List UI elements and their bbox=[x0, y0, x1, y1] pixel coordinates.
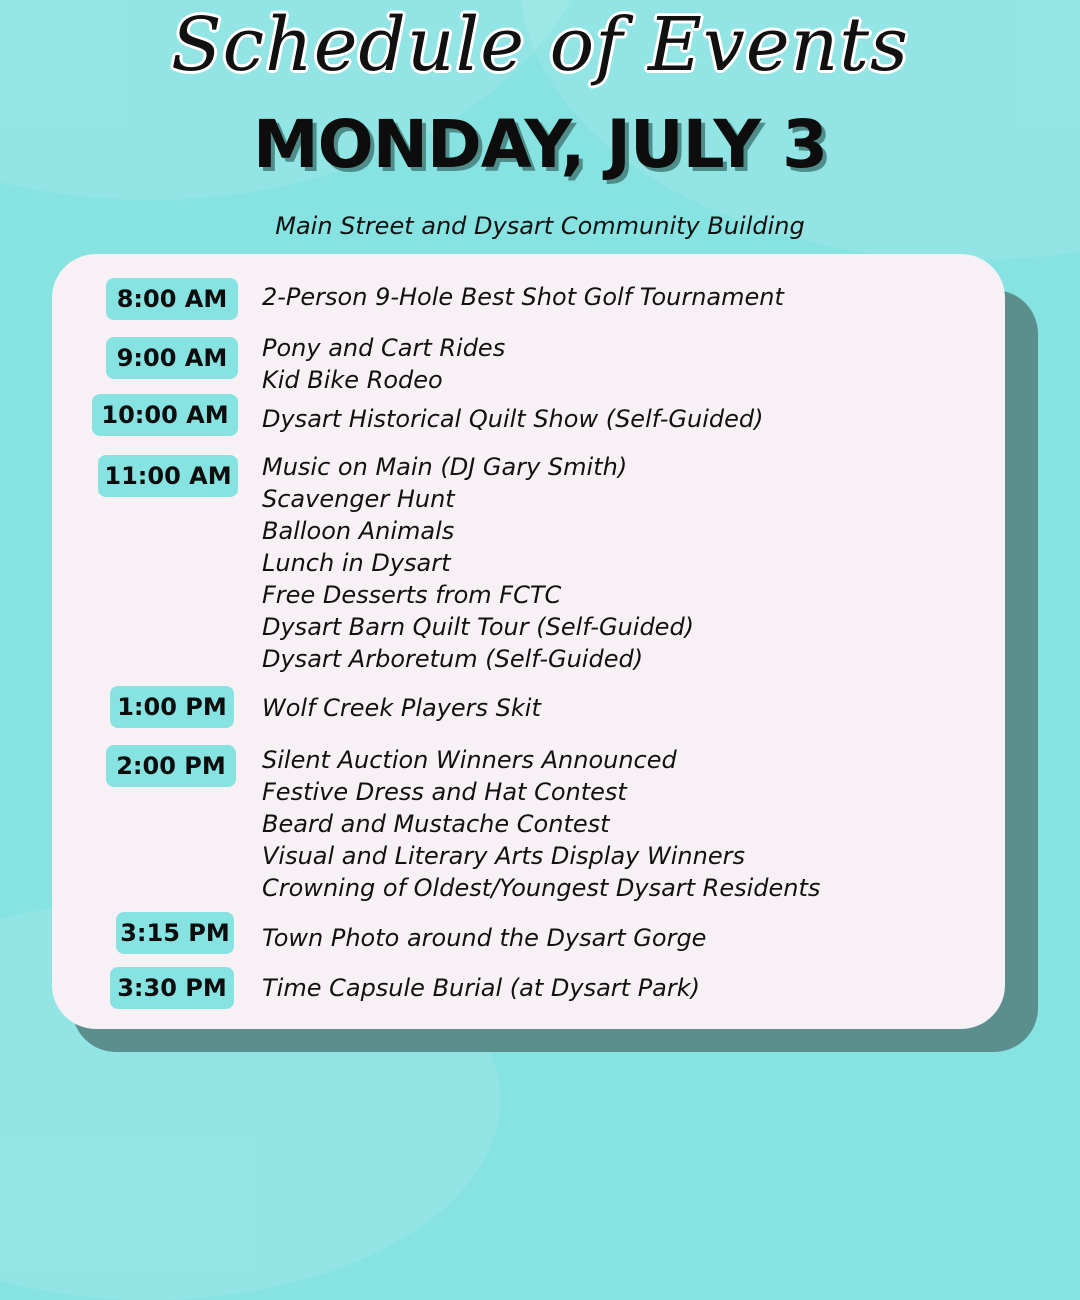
event-item: Lunch in Dysart bbox=[262, 549, 451, 577]
day-title: MONDAY, JULY 3 bbox=[252, 106, 828, 183]
event-list bbox=[262, 922, 706, 954]
event-item: Crowning of Oldest/Youngest Dysart Residents bbox=[262, 874, 821, 902]
event-item: Kid Bike Rodeo bbox=[262, 366, 443, 394]
event-item: Dysart Barn Quilt Tour (Self-Guided) bbox=[262, 613, 695, 641]
event-list bbox=[262, 281, 784, 313]
event-item: Balloon Animals bbox=[262, 517, 455, 545]
time-badge: 8:00 AM bbox=[106, 278, 238, 320]
event-list bbox=[262, 332, 505, 396]
event-item: Time Capsule Burial (at Dysart Park) bbox=[262, 974, 701, 1002]
event-item: Pony and Cart Rides bbox=[262, 334, 506, 362]
event-item: Music on Main (DJ Gary Smith) bbox=[262, 453, 628, 481]
event-list bbox=[262, 972, 700, 1004]
location-subtitle: Main Street and Dysart Community Building bbox=[275, 212, 805, 240]
event-list bbox=[262, 692, 541, 724]
time-badge: 2:00 PM bbox=[106, 745, 236, 787]
time-badge: 1:00 PM bbox=[110, 686, 234, 728]
event-item: Festive Dress and Hat Contest bbox=[262, 778, 627, 806]
event-item: 2-Person 9-Hole Best Shot Golf Tournament bbox=[262, 283, 784, 311]
event-item: Town Photo around the Dysart Gorge bbox=[262, 924, 707, 952]
event-item: Wolf Creek Players Skit bbox=[262, 694, 541, 722]
event-item: Dysart Historical Quilt Show (Self-Guided) bbox=[262, 405, 764, 433]
event-item: Visual and Literary Arts Display Winners bbox=[262, 842, 745, 870]
time-badge: 9:00 AM bbox=[106, 337, 238, 379]
event-item: Dysart Arboretum (Self-Guided) bbox=[262, 645, 644, 673]
event-item: Scavenger Hunt bbox=[262, 485, 455, 513]
time-badge: 3:30 PM bbox=[110, 967, 234, 1009]
time-badge: 10:00 AM bbox=[92, 394, 238, 436]
event-list bbox=[262, 451, 694, 675]
event-list bbox=[262, 744, 820, 904]
event-item: Silent Auction Winners Announced bbox=[262, 746, 677, 774]
time-badge: 3:15 PM bbox=[116, 912, 234, 954]
time-badge: 11:00 AM bbox=[98, 455, 238, 497]
event-item: Beard and Mustache Contest bbox=[262, 810, 610, 838]
event-item: Free Desserts from FCTC bbox=[262, 581, 562, 609]
event-list bbox=[262, 403, 764, 435]
script-title: Schedule of Events bbox=[170, 2, 910, 88]
